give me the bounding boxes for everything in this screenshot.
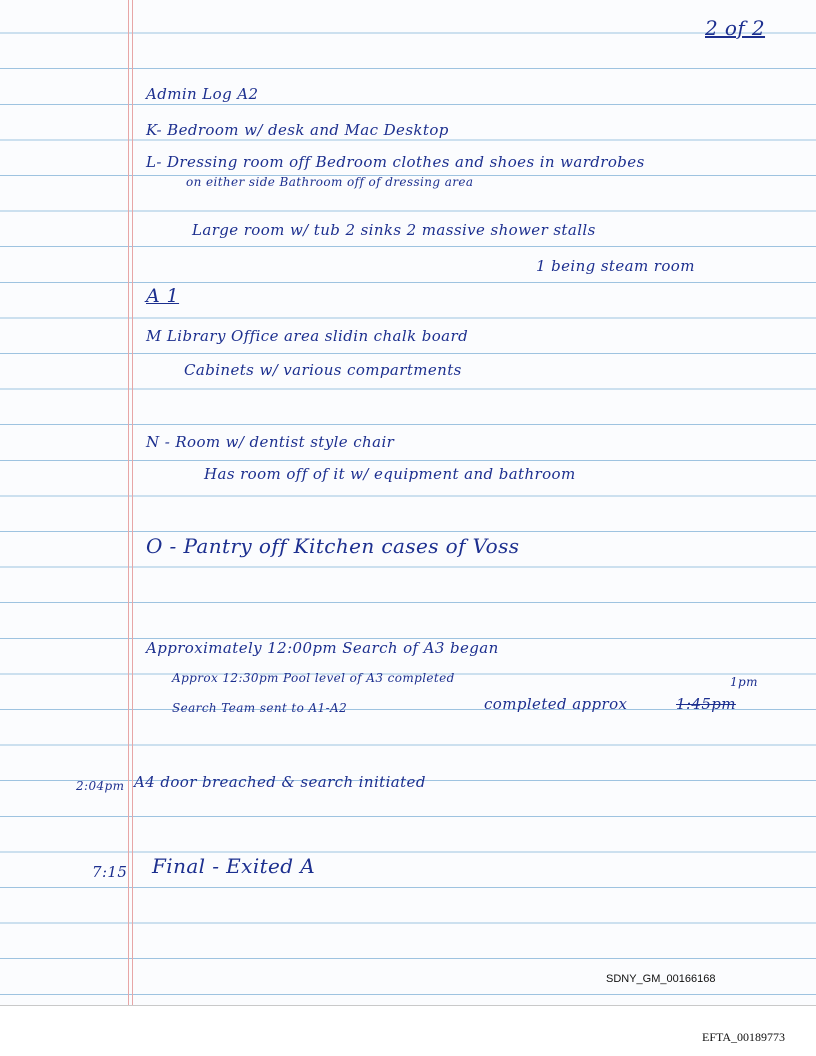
margin-line-left <box>128 0 129 1005</box>
section-a1-heading: A 1 <box>146 285 180 307</box>
entry-o: O - Pantry off Kitchen cases of Voss <box>146 534 520 558</box>
entry-l-line3: Large room w/ tub 2 sinks 2 massive shower stalls <box>192 221 596 239</box>
entry-k: K- Bedroom w/ desk and Mac Desktop <box>146 121 449 139</box>
entry-n-line2: Has room off of it w/ equipment and bathroom <box>204 465 576 483</box>
timeline-pool: Approx 12:30pm Pool level of A3 completed <box>172 671 455 685</box>
log-title: Admin Log A2 <box>146 85 259 103</box>
timeline-completed: completed approx <box>484 695 628 713</box>
timeline-team: Search Team sent to A1-A2 <box>172 701 348 715</box>
page-number: 2 of 2 <box>705 16 766 40</box>
entry-m-line1: M Library Office area slidin chalk board <box>146 327 469 345</box>
bates-number: SDNY_GM_00166168 <box>606 973 716 985</box>
time-label-final: 7:15 <box>92 863 128 881</box>
entry-l-line2: on either side Bathroom off of dressing area <box>186 175 474 189</box>
timeline-begin: Approximately 12:00pm Search of A3 began <box>146 639 499 657</box>
time-entry-final: Final - Exited A <box>152 854 316 878</box>
entry-n-line1: N - Room w/ dentist style chair <box>146 433 395 451</box>
efta-number: EFTA_00189773 <box>702 1030 786 1044</box>
entry-l-line4: 1 being steam room <box>536 257 695 275</box>
margin-line-right <box>132 0 133 1005</box>
timeline-corrected-time: 1pm <box>730 675 758 689</box>
entry-l-line1: L- Dressing room off Bedroom clothes and shoes in wardrobes <box>146 153 645 171</box>
entry-m-line2: Cabinets w/ various compartments <box>184 361 462 379</box>
timeline-struck-time: 1:45pm <box>676 695 736 713</box>
time-entry-a4: A4 door breached & search initiated <box>134 773 426 791</box>
time-label-a4: 2:04pm <box>76 779 125 793</box>
